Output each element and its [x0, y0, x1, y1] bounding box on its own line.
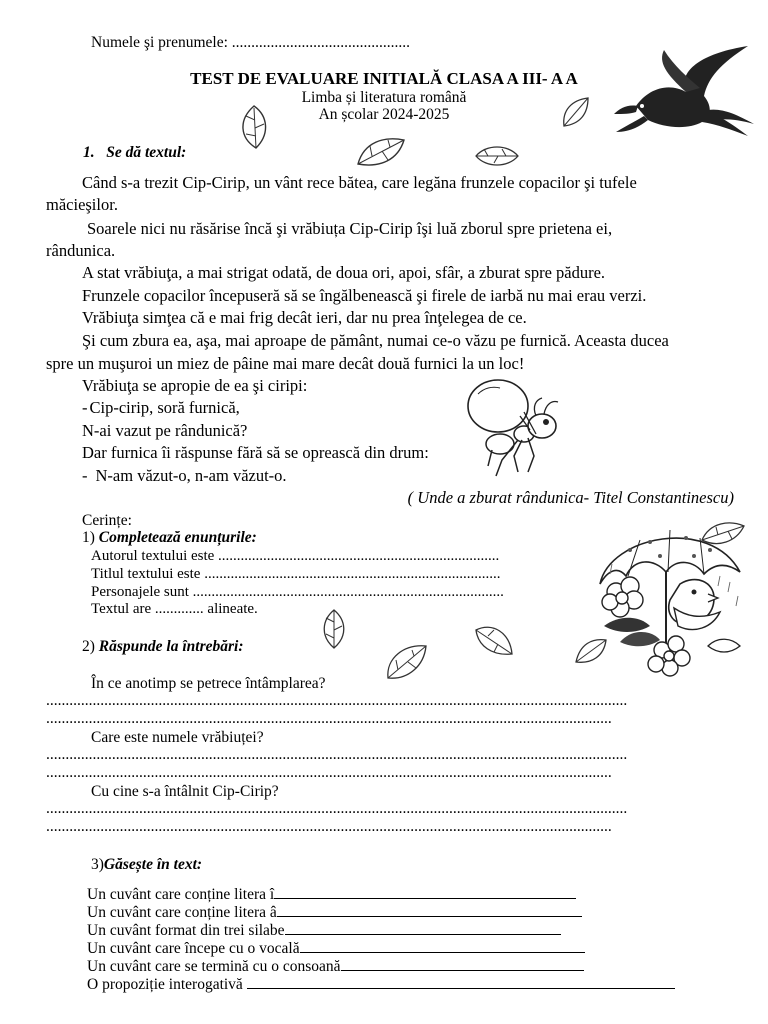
leaf-icon	[236, 104, 272, 150]
dash-2: -	[82, 466, 88, 485]
q3-item-6: O propoziție interogativă	[87, 974, 675, 994]
text-line-8: Şi cum zbura ea, aşa, mai aproape de pământ, numai ce-o văzu pe furnică. Aceasta ducea	[82, 331, 669, 350]
text-line-12: N-ai vazut pe rândunică?	[82, 421, 248, 440]
text-line-1: Când s-a trezit Cip-Cirip, un vânt rece bătea, care legăna frunzele copacilor şi tufele	[82, 173, 637, 192]
q1-item-author[interactable]: Autorul textului este ...........................................................................	[91, 548, 500, 564]
fill-blank[interactable]	[300, 938, 585, 953]
leaf-icon	[474, 144, 520, 168]
text-line-2: măcieşilor.	[46, 195, 118, 214]
q2-question-meeting: Cu cine s-a întâlnit Cip-Cirip?	[91, 783, 279, 800]
text-line-7: Vrăbiuţa simţea că e mai frig decât ieri, dar nu prea înţelegea de ce.	[82, 308, 527, 327]
q3-item-4: Un cuvânt care începe cu o vocală	[87, 938, 585, 958]
leaf-icon	[560, 96, 590, 130]
q2-question-season: În ce anotimp se petrece întâmplarea?	[91, 675, 326, 692]
subject-line: Limba și literatura română	[301, 89, 467, 106]
dialog-line-2: - N-am văzut-o, n-am văzut-o.	[82, 466, 287, 485]
answer-line[interactable]: ..................................................................................................................................................	[46, 710, 612, 727]
leaf-icon	[384, 642, 428, 682]
answer-line[interactable]: ..................................................................................................................................................	[46, 818, 612, 835]
fill-blank[interactable]	[247, 974, 675, 989]
fill-blank[interactable]	[285, 920, 561, 935]
text-line-4: rândunica.	[46, 241, 116, 260]
q3-item-3: Un cuvânt format din trei silabe	[87, 920, 561, 940]
q3-item-2: Un cuvânt care conține litera â	[87, 902, 582, 922]
bird-umbrella-icon	[590, 516, 750, 682]
q2-heading: 2) Răspunde la întrebări:	[82, 638, 244, 655]
dash-1: -	[82, 398, 88, 417]
ant-icon	[462, 376, 568, 484]
section-1-number: 1.	[83, 144, 95, 161]
answer-line[interactable]: ......................................................................................................................................................	[46, 746, 628, 763]
test-title: TEST DE EVALUARE INITIALĂ CLASA A III- A A	[190, 69, 578, 88]
school-year: An școlar 2024-2025	[318, 106, 450, 123]
text-line-9: spre un muşuroi un miez de pâine mai mare decât două furnici la un loc!	[46, 354, 525, 373]
answer-line[interactable]: ..................................................................................................................................................	[46, 764, 612, 781]
leaf-icon	[356, 134, 406, 170]
q1-item-paragraphs[interactable]: Textul are ............. alineate.	[91, 601, 258, 617]
leaf-icon	[474, 622, 514, 658]
requirements-label: Cerințe:	[82, 512, 132, 529]
text-source: ( Unde a zburat rândunica- Titel Constantinescu)	[407, 488, 734, 507]
q1-item-characters[interactable]: Personajele sunt ...................................................................................	[91, 584, 504, 600]
answer-line[interactable]: ......................................................................................................................................................	[46, 800, 628, 817]
answer-line[interactable]: ......................................................................................................................................................	[46, 692, 628, 709]
q3-item-1: Un cuvânt care conține litera î	[87, 884, 576, 904]
text-line-6: Frunzele copacilor începuseră să se îngălbenească şi firele de iarbă nu mai erau verzi.	[82, 286, 647, 305]
section-1-title: Se dă textul:	[106, 144, 187, 161]
q1-item-title[interactable]: Titlul textului este ...............................................................................	[91, 566, 501, 582]
q2-question-name: Care este numele vrăbiuței?	[91, 729, 264, 746]
fill-blank[interactable]	[277, 902, 582, 917]
leaf-icon	[316, 608, 352, 650]
q3-heading: 3)Găsește în text:	[91, 856, 203, 873]
q3-item-5: Un cuvânt care se termină cu o consoană	[87, 956, 584, 976]
fill-blank[interactable]	[274, 884, 576, 899]
swallow-icon	[608, 44, 758, 136]
text-line-13: Dar furnica îi răspunse fără să se oprească din drum:	[82, 443, 429, 462]
q1-heading: 1) Completează enunțurile:	[82, 529, 257, 546]
section-1-heading	[83, 144, 186, 162]
student-name-line[interactable]: Numele şi prenumele: ..............................................	[91, 34, 410, 51]
dialog-line-1: - Cip-cirip, soră furnică,	[82, 398, 240, 417]
fill-blank[interactable]	[341, 956, 584, 971]
text-line-5: A stat vrăbiuţa, a mai strigat odată, de doua ori, apoi, sfâr, a zburat spre pădure.	[82, 263, 606, 282]
text-line-10: Vrăbiuţa se apropie de ea şi ciripi:	[82, 376, 308, 395]
text-line-3: Soarele nici nu răsărise încă şi vrăbiuța Cip-Cirip îşi luă zborul spre prietena ei,	[87, 219, 613, 238]
